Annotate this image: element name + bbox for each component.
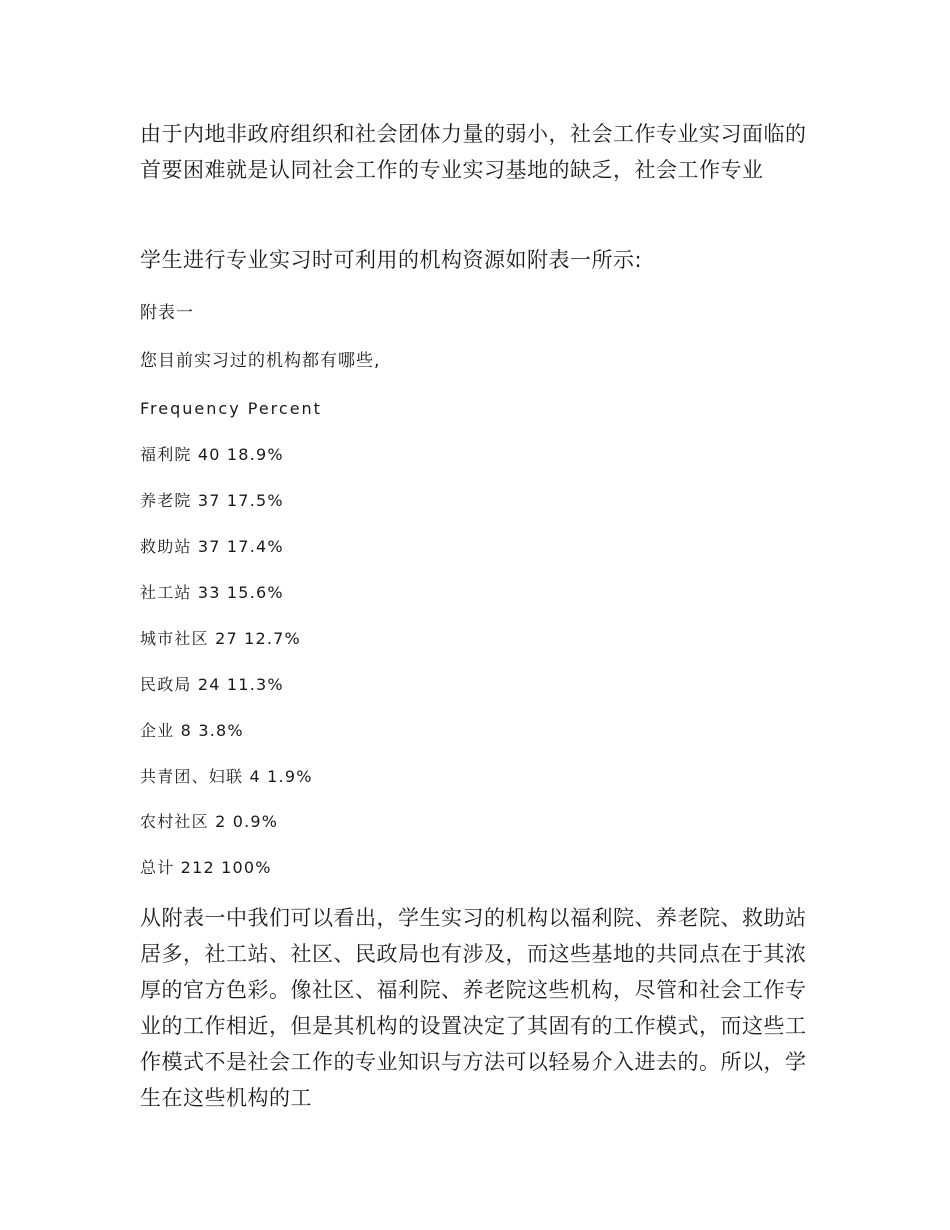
table-header: Frequency Percent	[140, 399, 322, 418]
lead-in-paragraph: 学生进行专业实习时可利用的机构资源如附表一所示:	[140, 248, 643, 272]
table-row: 社工站 33 15.6%	[140, 583, 284, 602]
table-row: 农村社区 2 0.9%	[140, 812, 279, 831]
table-row: 民政局 24 11.3%	[140, 675, 284, 694]
table-row: 企业 8 3.8%	[140, 721, 244, 740]
table-row: 福利院 40 18.9%	[140, 445, 284, 464]
table-row-total: 总计 212 100%	[140, 858, 272, 877]
table-label: 附表一	[140, 303, 194, 323]
survey-question: 您目前实习过的机构都有哪些,	[140, 351, 381, 371]
intro-paragraph: 由于内地非政府组织和社会团体力量的弱小，社会工作专业实习面临的首要困难就是认同社会工作的专业实习基地的缺乏，社会工作专业	[140, 122, 807, 182]
table-row: 养老院 37 17.5%	[140, 491, 284, 510]
table-row: 救助站 37 17.4%	[140, 537, 284, 556]
analysis-paragraph: 从附表一中我们可以看出，学生实习的机构以福利院、养老院、救助站居多，社工站、社区、民政局也有涉及，而这些基地的共同点在于其浓厚的官方色彩。像社区、福利院、养老院这些机构，尽管和社会工作专业的工作相近，但是其机构的设置决定了其固有的工作模式，而这些工作模式不是社会工作的专业知识与方法可以轻易介入进去的。所以，学生在这些机构的工	[140, 906, 807, 1110]
table-row: 共青团、妇联 4 1.9%	[140, 767, 313, 786]
table-row: 城市社区 27 12.7%	[140, 629, 301, 648]
